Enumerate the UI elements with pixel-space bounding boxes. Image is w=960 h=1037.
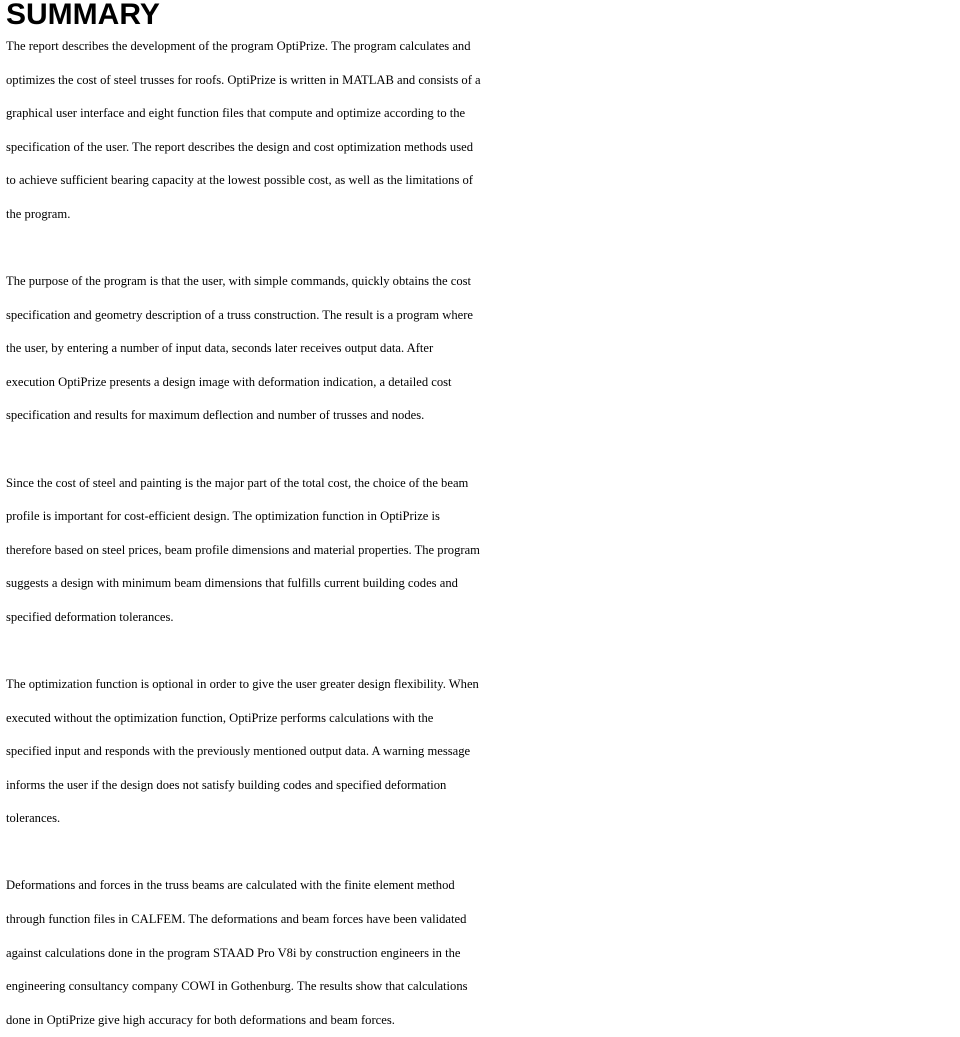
paragraph-line: specification of the user. The report describes the design and cost optimization methods used [6,139,474,154]
paragraph-line: engineering consultancy company COWI in Gothenburg. The results show that calculations [6,979,468,994]
paragraph-line: therefore based on steel prices, beam profile dimensions and material properties. The program [6,542,480,557]
paragraph-line: The report describes the development of the program OptiPrize. The program calculates and [6,39,471,53]
paragraph-line: through function files in CALFEM. The deformations and beam forces have been validated [6,912,467,927]
paragraph-line: to achieve sufficient bearing capacity at the lowest possible cost, as well as the limitations of [6,173,474,188]
paragraph-spacer [6,433,956,467]
paragraph-line: tolerances. [6,811,61,826]
paragraph-line: suggests a design with minimum beam dimensions that fulfills current building codes and [6,576,458,591]
paragraph-line: specification and results for maximum deflection and number of trusses and nodes. [6,408,425,423]
paragraph-line: executed without the optimization function, OptiPrize performs calculations with the [6,710,434,725]
paragraph-line: graphical user interface and eight function files that compute and optimize according to the [6,106,466,121]
paragraph-2 [6,265,956,433]
paragraph-4 [6,668,956,836]
paragraph-line: profile is important for cost-efficient design. The optimization function in OptiPrize is [6,509,440,524]
paragraph-line: execution OptiPrize presents a design image with deformation indication, a detailed cost [6,374,452,389]
paragraph-line: informs the user if the design does not satisfy building codes and specified deformation [6,777,447,792]
paragraph-3 [6,467,956,635]
paragraph-spacer [6,836,956,870]
paragraph-line: Deformations and forces in the truss beams are calculated with the finite element method [6,878,455,893]
paragraph-spacer [6,635,956,669]
paragraph-line: specification and geometry description of a truss construction. The result is a program where [6,307,473,322]
paragraph-line: specified input and responds with the previously mentioned output data. A warning message [6,744,471,759]
page-title: SUMMARY [6,0,160,31]
paragraph-line: the program. [6,206,71,221]
paragraph-line: optimizes the cost of steel trusses for roofs. OptiPrize is written in MATLAB and consists of a [6,72,481,87]
paragraph-line: against calculations done in the program STAAD Pro V8i by construction engineers in the [6,945,461,960]
paragraph-line: done in OptiPrize give high accuracy for both deformations and beam forces. [6,1012,395,1027]
paragraph-line: The optimization function is optional in order to give the user greater design flexibility. When [6,677,479,691]
document-page [6,0,956,1037]
paragraph-line: The purpose of the program is that the user, with simple commands, quickly obtains the cost [6,274,472,289]
paragraph-5 [6,869,956,1037]
paragraph-line: specified deformation tolerances. [6,609,174,624]
paragraph-line: the user, by entering a number of input data, seconds later receives output data. After [6,341,434,356]
paragraph-line: Since the cost of steel and painting is the major part of the total cost, the choice of the beam [6,475,469,490]
paragraph-1 [6,30,956,232]
paragraph-spacer [6,232,956,266]
